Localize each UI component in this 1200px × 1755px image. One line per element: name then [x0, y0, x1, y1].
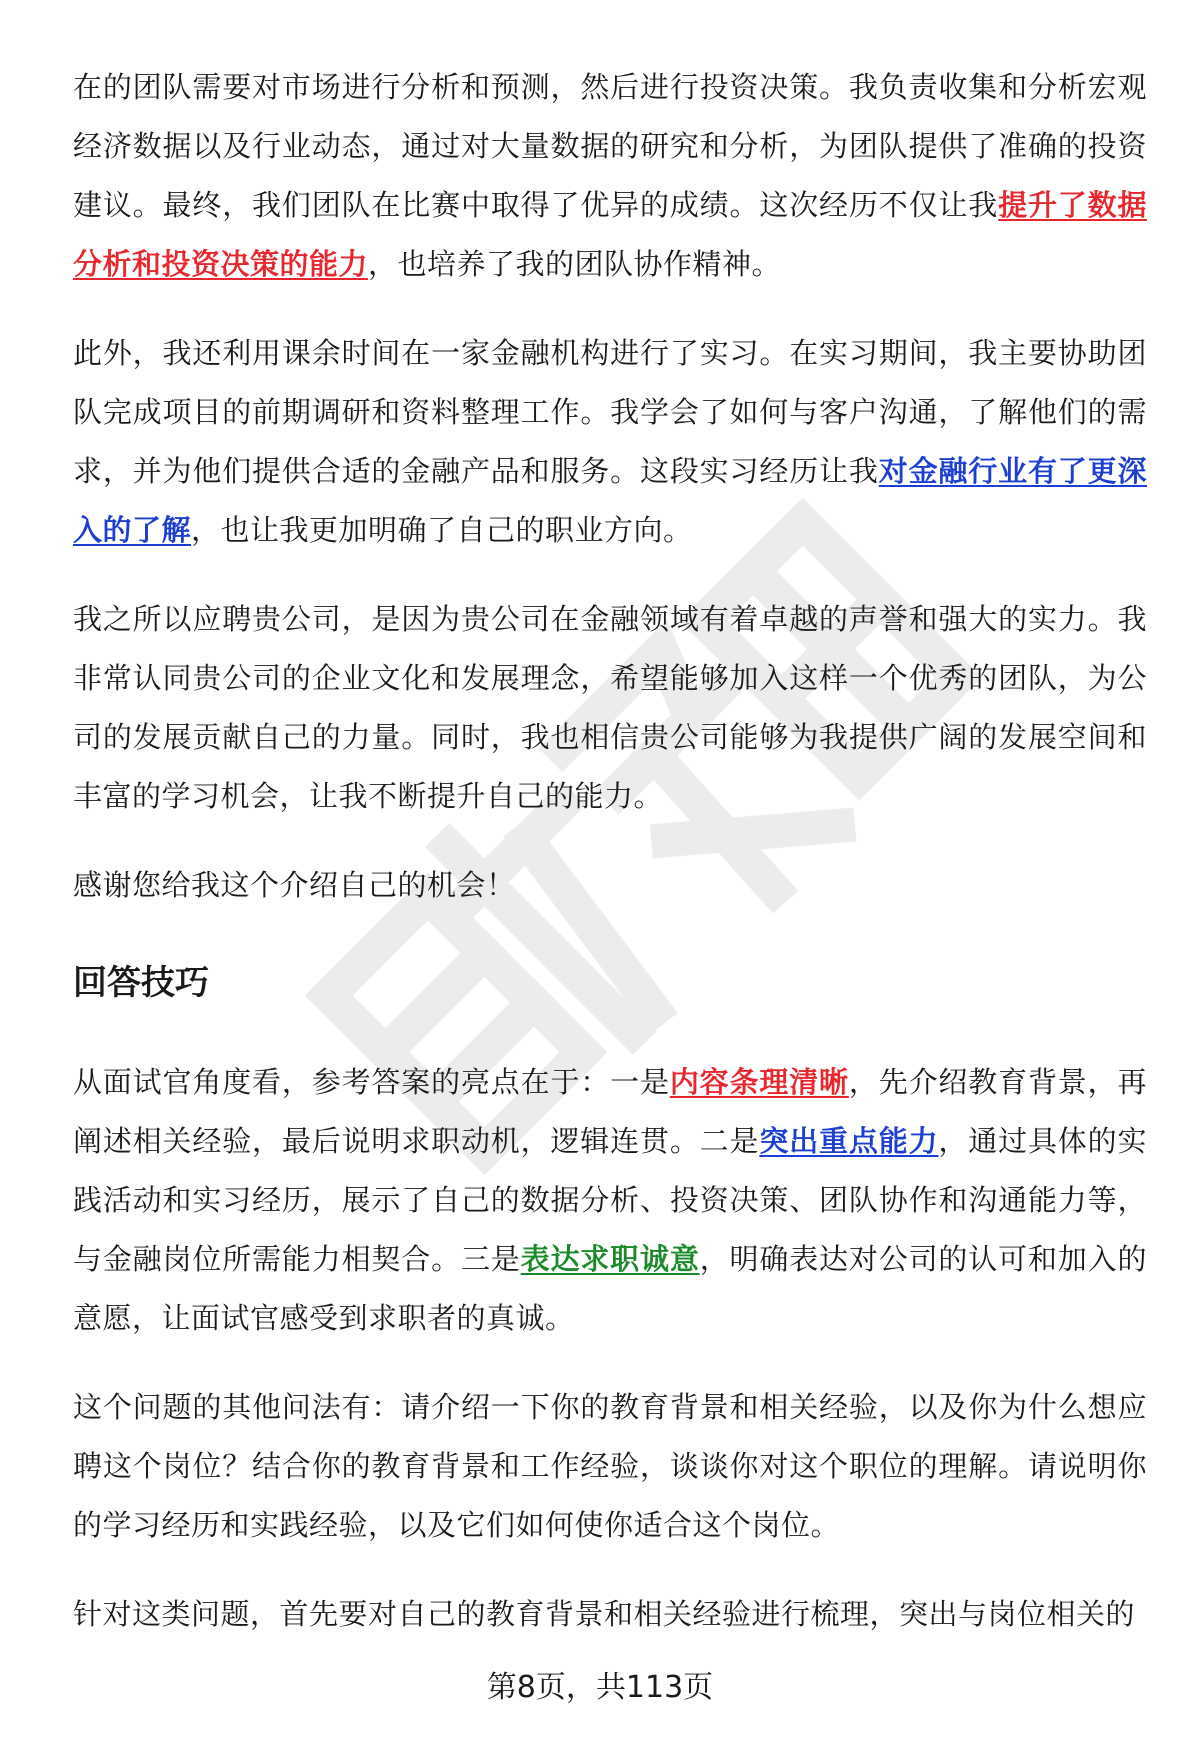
highlight-phrase: 表达求职诚意 — [520, 1242, 700, 1276]
paragraph-text: ，也培养了我的团队协作精神。 — [368, 247, 782, 281]
paragraph-text: ，明确表达对公司的认可和加入的意愿，让面试官感受到求职者的真诚。 — [73, 1242, 1147, 1335]
paragraph-alternative-questions: 这个问题的其他问法有：请介绍一下你的教育背景和相关经验，以及你为什么想应聘这个岗位？结合你的教育背景和工作经验，谈谈你对这个职位的理解。请说明你的学习经历和实践经验，以及它们如何使你适合这个岗位。 — [73, 1390, 1147, 1542]
paragraph-text: 在的团队需要对市场进行分析和预测，然后进行投资决策。我负责收集和分析宏观经济数据以及行业动态，通过对大量数据的研究和分析，为团队提供了准确的投资建议。最终，我们团队在比赛中取得了优异的成绩。这次经历不仅让我 — [73, 70, 1147, 222]
paragraph-text: 此外，我还利用课余时间在一家金融机构进行了实习。在实习期间，我主要协助团队完成项目的前期调研和资料整理工作。我学会了如何与客户沟通，了解他们的需求，并为他们提供合适的金融产品和服务。这段实习经历让我 — [73, 336, 1147, 488]
highlight-phrase: 突出重点能力 — [759, 1124, 939, 1158]
paragraph-internship-experience — [73, 324, 1147, 560]
paragraph-text: ，先介绍教育背景，再阐述相关经验，最后说明求职动机，逻辑连贯。二是 — [73, 1065, 1147, 1158]
paragraph-competition-experience — [73, 58, 1147, 294]
paragraph-interviewer-view — [73, 1053, 1147, 1348]
paragraph-text: ，也让我更加明确了自己的职业方向。 — [191, 513, 693, 547]
paragraph-approach: 针对这类问题，首先要对自己的教育背景和相关经验进行梳理，突出与岗位相关的 — [73, 1597, 1136, 1631]
document-body — [73, 58, 1147, 1674]
paragraph-text: ，通过具体的实践活动和实习经历，展示了自己的数据分析、投资决策、团队协作和沟通能力等，与金融岗位所需能力相契合。三是 — [73, 1124, 1147, 1276]
paragraph-motivation: 我之所以应聘贵公司，是因为贵公司在金融领域有着卓越的声誉和强大的实力。我非常认同贵公司的企业文化和发展理念，希望能够加入这样一个优秀的团队，为公司的发展贡献自己的力量。同时，我也相信贵公司能够为我提供广阔的发展空间和丰富的学习机会，让我不断提升自己的能力。 — [73, 602, 1147, 813]
section-title-answer-tips: 回答技巧 — [73, 963, 209, 1003]
paragraph-text: 从面试官角度看，参考答案的亮点在于：一是 — [73, 1065, 670, 1099]
highlight-phrase: 内容条理清晰 — [669, 1065, 849, 1099]
highlight-phrase: 对金融行业有了更深入的了解 — [73, 454, 1147, 547]
page-number-footer: 第8页，共113页 — [486, 1670, 714, 1705]
paragraph-thanks: 感谢您给我这个介绍自己的机会！ — [73, 868, 516, 902]
highlight-phrase: 提升了数据分析和投资决策的能力 — [73, 188, 1147, 281]
